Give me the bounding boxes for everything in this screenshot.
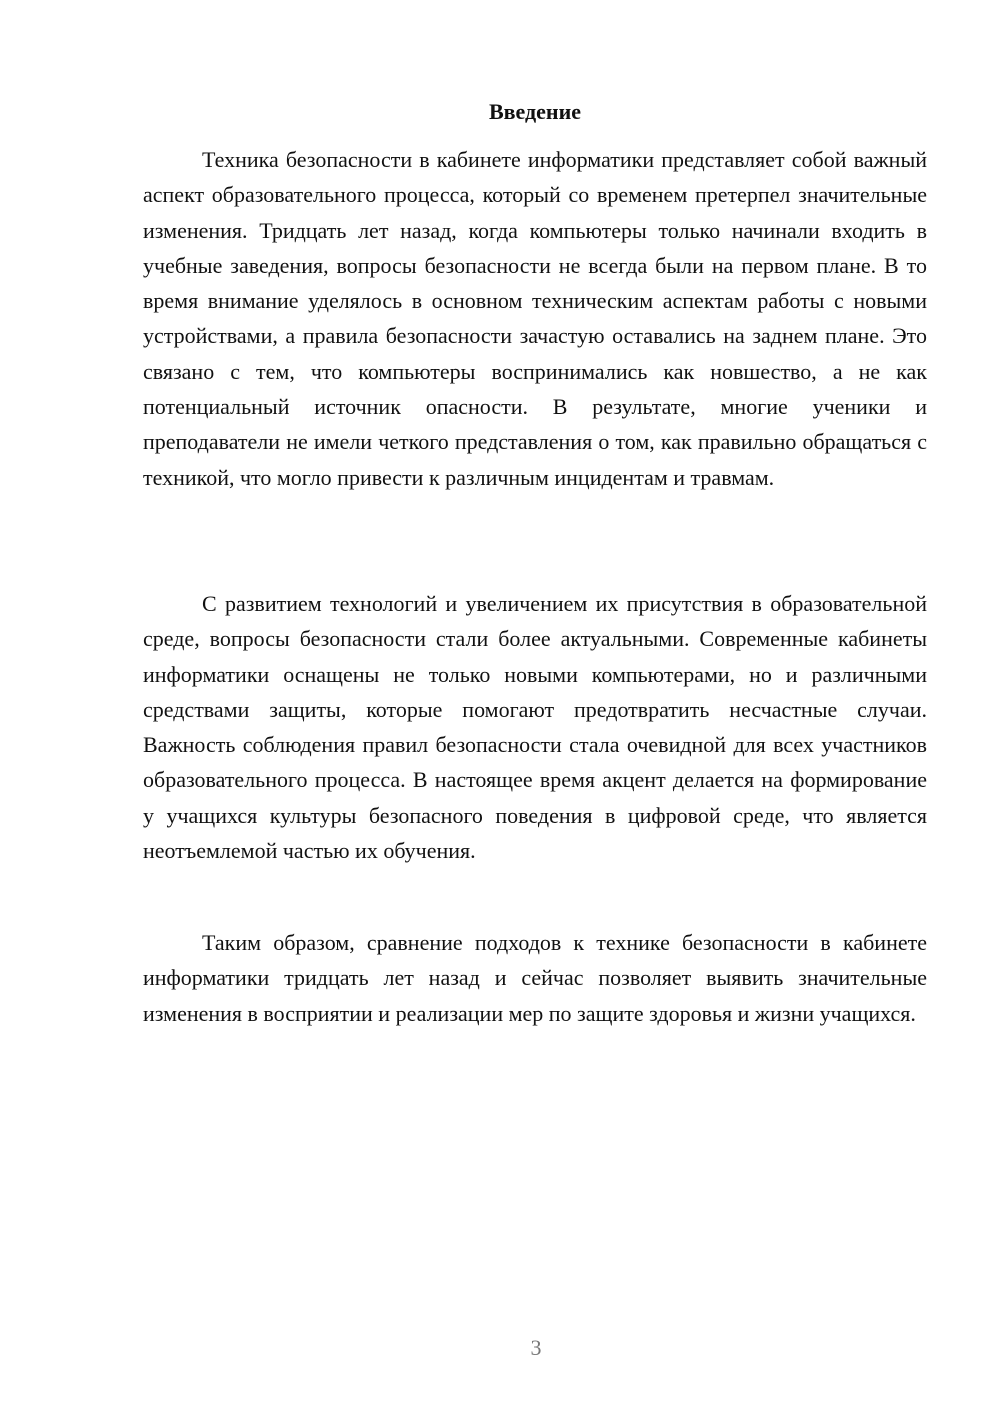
- section-title: Введение: [488, 99, 582, 124]
- paragraph-text: Таким образом, сравнение подходов к технике безопасности в кабинете информатики тридцать лет назад и сейчас позволяет выявить значительные изменения в восприятии и реализации мер по защите здоровья и жизни учащихся.: [143, 930, 927, 1026]
- paragraph-introduction-modern: [143, 586, 927, 868]
- paragraph-introduction-conclusion: [143, 925, 927, 1031]
- page-number: 3: [530, 1335, 542, 1360]
- paragraph-text: С развитием технологий и увеличением их присутствия в образовательной среде, вопросы безопасности стали более актуальными. Современные кабинеты информатики оснащены не только новыми компьютерами, но и различными средствами защиты, которые помогают предотвратить несчастные случаи. Важность соблюдения правил безопасности стала очевидной для всех участников образовательного процесса. В настоящее время акцент делается на формирование у учащихся культуры безопасного поведения в цифровой среде, что является неотъемлемой частью их обучения.: [143, 591, 927, 864]
- paragraph-introduction-history: [143, 142, 927, 495]
- paragraph-text: Техника безопасности в кабинете информатики представляет собой важный аспект образовательного процесса, который со временем претерпел значительные изменения. Тридцать лет назад, когда компьютеры только начинали входить в учебные заведения, вопросы безопасности не всегда были на первом плане. В то время внимание уделялось в основном техническим аспектам работы с новыми устройствами, а правила безопасности зачастую оставались на заднем плане. Это связано с тем, что компьютеры воспринимались как новшество, а не как потенциальный источник опасности. В результате, многие ученики и преподаватели не имели четкого представления о том, как правильно обращаться с техникой, что могло привести к различным инцидентам и травмам.: [143, 147, 927, 490]
